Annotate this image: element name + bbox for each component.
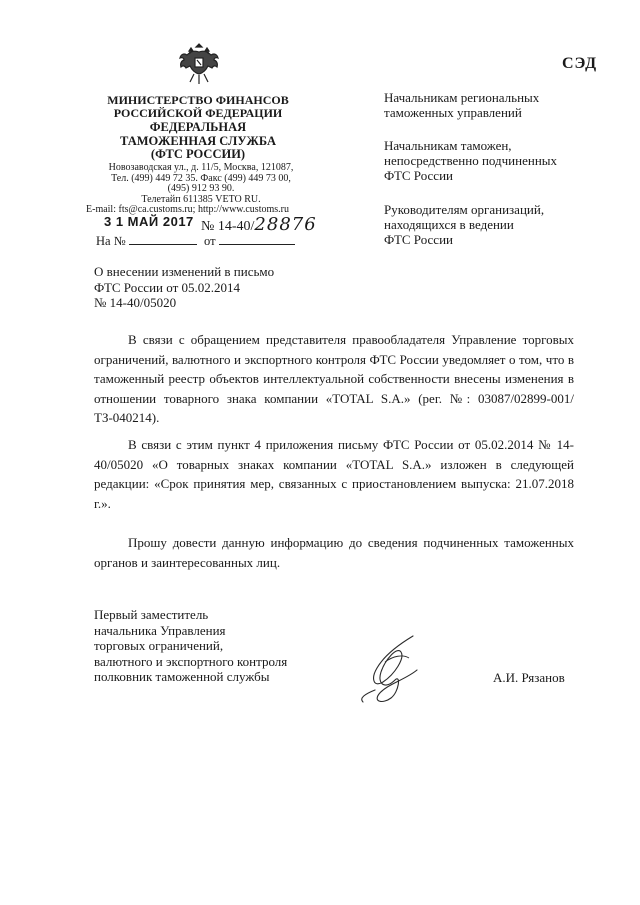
position-line: начальника Управления (94, 622, 226, 638)
addressee-line: находящихся в ведении (384, 217, 514, 232)
reply-from (204, 234, 295, 249)
ministry-line: РОССИЙСКОЙ ФЕДЕРАЦИИ (113, 106, 283, 120)
ministry-line: МИНИСТЕРСТВО ФИНАНСОВ (107, 93, 289, 107)
addressee-line: непосредственно подчиненных (384, 153, 558, 168)
service-name (98, 121, 298, 162)
number-handwritten: 28876 (254, 214, 317, 235)
signatory-position (94, 607, 287, 685)
addressee-line: ФТС России (384, 232, 453, 247)
body-paragraph (94, 435, 574, 513)
subject-line: О внесении изменений в письмо (94, 264, 275, 279)
addressee-line: таможенных управлений (384, 105, 522, 120)
address-line: Новозаводская ул., д. 11/5, Москва, 121087, (108, 162, 294, 173)
addressee-block (384, 90, 539, 120)
reply-from-label: от (204, 234, 216, 248)
service-line: (ФТС РОССИИ) (150, 147, 246, 161)
handwritten-signature (355, 632, 437, 708)
service-line: ФЕДЕРАЛЬНАЯ (149, 120, 247, 134)
address-line: E-mail: fts@ca.customs.ru; http://www.customs.ru (86, 204, 289, 216)
subject-line: ФТС России от 05.02.2014 (94, 279, 241, 295)
reply-no-label: На № (96, 234, 126, 248)
registration-number (201, 214, 317, 235)
sender-address (86, 163, 316, 216)
service-line: ТАМОЖЕННАЯ СЛУЖБА (120, 133, 276, 148)
addressee-line: Начальникам таможен, (384, 138, 512, 153)
reply-no (96, 234, 197, 249)
reply-no-blank (129, 234, 197, 245)
body-text: Прошу довести данную информацию до сведения подчиненных таможенных органов и заинтересованных лиц. (94, 535, 574, 570)
body-paragraph (94, 330, 574, 428)
reply-from-blank (219, 234, 295, 245)
subject-line: № 14-40/05020 (94, 295, 177, 310)
ministry-name (98, 94, 298, 120)
position-line: валютного и экспортного контроля (94, 653, 288, 669)
addressee-line: Руководителям организаций, (384, 202, 545, 217)
sed-mark: СЭД (562, 55, 598, 72)
letter-subject (94, 264, 274, 311)
addressee-line: ФТС России (384, 168, 453, 183)
body-text: В связи с этим пункт 4 приложения письму ФТС России от 05.02.2014 № 14-40/05020 «О товарных знаках компании «TOTAL S.A.» изложен в следующей редакции: «Срок принятия мер, связанных с приостановлением выпуска: 21.07.2018 г.». (94, 437, 574, 511)
position-line: торговых ограничений, (94, 638, 224, 653)
address-line: (495) 912 93 90. (167, 183, 235, 195)
address-line: Телетайп 611385 VETO RU. (141, 193, 261, 205)
position-line: полковник таможенной службы (94, 669, 270, 684)
address-line: Тел. (499) 449 72 35. Факс (499) 449 73 00, (111, 172, 291, 184)
addressee-block (384, 138, 557, 183)
body-text: В связи с обращением представителя правообладателя Управление торговых ограничений, валютного и экспортного контроля ФТС России уведомляет о том, что в таможенный реестр объектов интеллектуальной собственности внесены изменения в отношении товарного знака компании «TOTAL S.A.» (рег. №: 03087/02899-001/ТЗ-040214). (94, 332, 574, 425)
registration-date: 3 1 МАЙ 2017 (104, 214, 194, 229)
body-paragraph (94, 533, 574, 572)
addressee-block (384, 202, 544, 247)
addressee-line: Начальникам региональных (384, 90, 540, 105)
signer-name: А.И. Рязанов (493, 670, 565, 685)
number-prefix: № 14-40/ (201, 219, 255, 234)
coat-of-arms-icon (178, 40, 220, 88)
position-line: Первый заместитель (94, 607, 209, 622)
